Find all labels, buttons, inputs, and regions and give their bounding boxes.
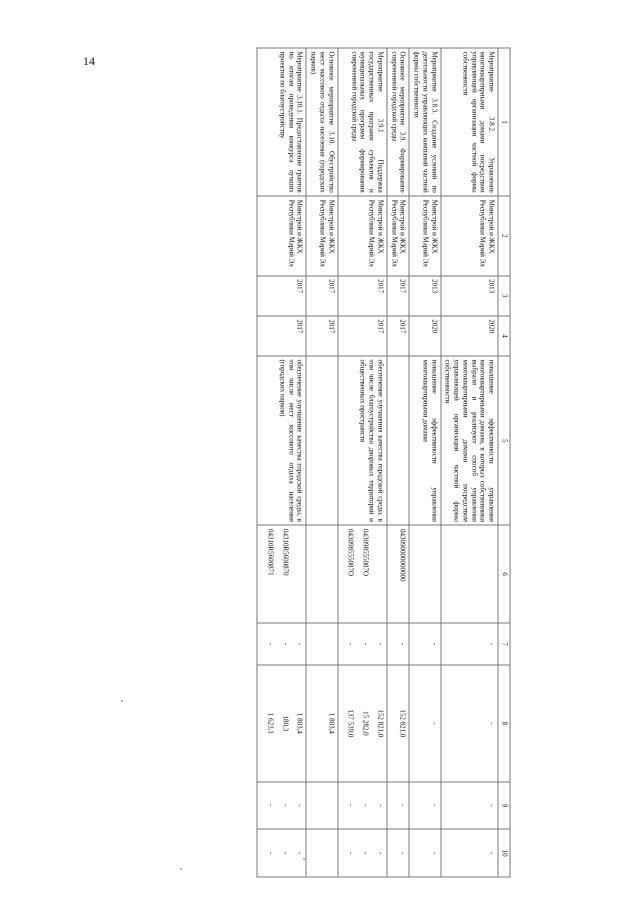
cell-c6 xyxy=(257,525,306,622)
cell-c1: Мероприятие 3.9.1 Поддержка государственных программ субъектов и муниципальных программ формирования современной городской среды xyxy=(338,48,387,196)
cell-value: - xyxy=(281,642,290,646)
cell-value: 152 821,0 xyxy=(376,709,385,738)
cell-value: - xyxy=(266,851,275,855)
cell-c9 xyxy=(441,782,499,830)
table-row xyxy=(257,48,306,877)
header-col-1: 1 xyxy=(498,48,510,196)
cell-c1: Мероприятие 3.8.2. Управление многоквартирными домами посредством управляющей организации частной формы собственности xyxy=(441,48,499,196)
header-col-8: 8 xyxy=(498,665,510,781)
cell-value: 180,3 xyxy=(281,715,290,732)
cell-c2: Минстрой и ЖКХ Республики Марий Эл xyxy=(410,196,441,275)
cell-value: - xyxy=(376,804,385,807)
cell-value: - xyxy=(266,804,275,807)
cell-c5: обеспечение улучшения качества городской среды, в том числе благоустройство дворовых территорий и общественных пространств xyxy=(338,356,387,525)
cell-value: - xyxy=(399,642,407,646)
landscape-sheet xyxy=(1,0,640,905)
cell-c7 xyxy=(338,623,387,665)
cell-c10 xyxy=(307,829,338,877)
program-table xyxy=(257,48,511,878)
cell-c10 xyxy=(387,829,410,877)
cell-c5 xyxy=(387,356,410,525)
cell-value: 15 282,0 xyxy=(361,711,370,736)
cell-c3: 2017 xyxy=(307,276,338,316)
cell-c8 xyxy=(257,665,306,781)
scan-speck xyxy=(180,868,182,870)
cell-c7 xyxy=(307,623,338,665)
cell-value: - xyxy=(487,642,496,646)
cell-c10 xyxy=(338,829,387,877)
cell-value: - xyxy=(361,804,370,807)
cell-c10 xyxy=(257,829,306,877)
cell-value: - xyxy=(296,642,304,646)
cell-c2: Минстрой и ЖКХ Республики Марий Эл xyxy=(387,196,410,275)
cell-value: - xyxy=(347,851,355,855)
cell-c4: 2017 xyxy=(307,316,338,356)
cell-c7 xyxy=(257,623,306,665)
cell-c9 xyxy=(338,782,387,830)
header-col-5: 5 xyxy=(498,356,510,525)
cell-value: - xyxy=(376,851,385,855)
cell-c6 xyxy=(410,525,441,622)
cell-c4: 2017 xyxy=(338,316,387,356)
header-col-3: 3 xyxy=(498,276,510,316)
cell-c8 xyxy=(307,665,338,781)
cell-c2: Минстрой и ЖКХ Республики Марий Эл xyxy=(257,196,306,275)
cell-c7 xyxy=(441,623,499,665)
cell-c2: Минстрой и ЖКХ Республики Марий Эл xyxy=(441,196,499,275)
cell-value: - xyxy=(430,804,439,807)
cell-c3: 2013 xyxy=(441,276,499,316)
table-row xyxy=(338,48,387,877)
table-body xyxy=(257,48,498,877)
cell-c6 xyxy=(387,525,410,622)
cell-value: 043090000000000 xyxy=(399,528,407,582)
cell-c9 xyxy=(387,782,410,830)
cell-value: - xyxy=(399,804,407,807)
cell-value xyxy=(376,529,385,619)
cell-c8 xyxy=(387,665,410,781)
cell-value: 137 539,0 xyxy=(347,709,355,738)
cell-c5: повышение эффективности управления многоквартирными домами xyxy=(410,356,441,525)
scan-speck xyxy=(121,700,123,702)
cell-c3: 2017 xyxy=(338,276,387,316)
header-row xyxy=(498,48,510,877)
cell-value: - xyxy=(430,851,439,855)
cell-value: - xyxy=(430,722,439,725)
cell-c1: Основное мероприятие 3.10. Обустройство мест массового отдыха населения (городских парков) xyxy=(307,48,338,196)
header-col-6: 6 xyxy=(498,525,510,622)
cell-c9 xyxy=(307,782,338,830)
header-col-2: 2 xyxy=(498,196,510,275)
cell-value xyxy=(295,529,304,619)
cell-c4: 2020 xyxy=(410,316,441,356)
cell-value: - xyxy=(296,851,304,855)
cell-value: - xyxy=(281,804,290,807)
header-col-9: 9 xyxy=(498,782,510,830)
cell-c2: Минстрой и ЖКХ Республики Марий Эл xyxy=(338,196,387,275)
cell-c9 xyxy=(410,782,441,830)
cell-c1: Мероприятие 3.10.1. Предоставление грантов по итогам проведения конкурса лучших проектов по благоустройству xyxy=(257,48,306,196)
table-row xyxy=(441,48,499,877)
cell-value: - xyxy=(376,642,385,646)
cell-c6 xyxy=(441,525,499,622)
cell-value: 152 821,0 xyxy=(399,709,407,738)
cell-value: - xyxy=(296,804,304,807)
cell-c9 xyxy=(257,782,306,830)
cell-c1: Основное мероприятие 3.9. Формирование современной городской среды xyxy=(387,48,410,196)
header-col-7: 7 xyxy=(498,623,510,665)
table-row xyxy=(387,48,410,877)
cell-value: 1 803,4 xyxy=(327,712,336,734)
cell-value: 1 623,1 xyxy=(266,712,275,734)
table-row xyxy=(307,48,338,877)
cell-c5 xyxy=(307,356,338,525)
cell-c5: обеспечение улучшение качества городской среды, в том числе мест массового отдыха населения (городских парков) xyxy=(257,356,306,525)
cell-c4: 2020 xyxy=(441,316,499,356)
cell-c8 xyxy=(441,665,499,781)
page-number: 14 xyxy=(83,54,95,68)
cell-value: - xyxy=(487,851,496,855)
cell-c6 xyxy=(307,525,338,622)
cell-value: 1 803,4 xyxy=(296,712,304,734)
header-col-10: 10 xyxy=(498,829,510,877)
cell-c7 xyxy=(410,623,441,665)
cell-c2: Минстрой и ЖКХ Республики Марий Эл xyxy=(307,196,338,275)
cell-c7 xyxy=(387,623,410,665)
cell-c8 xyxy=(338,665,387,781)
table-row xyxy=(410,48,441,877)
cell-value: - xyxy=(347,642,355,646)
cell-value: 043098555087О xyxy=(361,528,370,576)
cell-value: - xyxy=(487,804,496,807)
cell-value: - xyxy=(399,851,407,855)
cell-value: - xyxy=(347,804,355,807)
cell-c6 xyxy=(338,525,387,622)
cell-value: - xyxy=(266,642,275,646)
cell-c4: 2017 xyxy=(257,316,306,356)
cell-c3: 2017 xyxy=(387,276,410,316)
cell-c1: Мероприятие 3.8.3. Создание условий по деятельности управляющих компаний частной формы собственности xyxy=(410,48,441,196)
cell-value: 043098555087О xyxy=(347,528,355,576)
cell-value: 04310R5600871 xyxy=(266,528,275,576)
cell-value: 04310R5600870 xyxy=(281,528,290,576)
cell-value: - xyxy=(487,722,496,725)
cell-value: - xyxy=(281,851,290,855)
cell-c8 xyxy=(410,665,441,781)
cell-c4: 2017 xyxy=(387,316,410,356)
cell-c10 xyxy=(410,829,441,877)
cell-value: - xyxy=(430,642,439,646)
cell-c10 xyxy=(441,829,499,877)
cell-value: - xyxy=(361,851,370,855)
cell-value: - xyxy=(361,642,370,646)
scan-speck xyxy=(303,858,305,860)
cell-c3: 2017 xyxy=(257,276,306,316)
cell-c3: 2013 xyxy=(410,276,441,316)
header-col-4: 4 xyxy=(498,316,510,356)
cell-c5: повышение эффективности управления многоквартирными домами, в которых собственники выбрали и реализуют способ управления многоквартирными домами посредством управляющей организации частной формы собственности xyxy=(441,356,499,525)
